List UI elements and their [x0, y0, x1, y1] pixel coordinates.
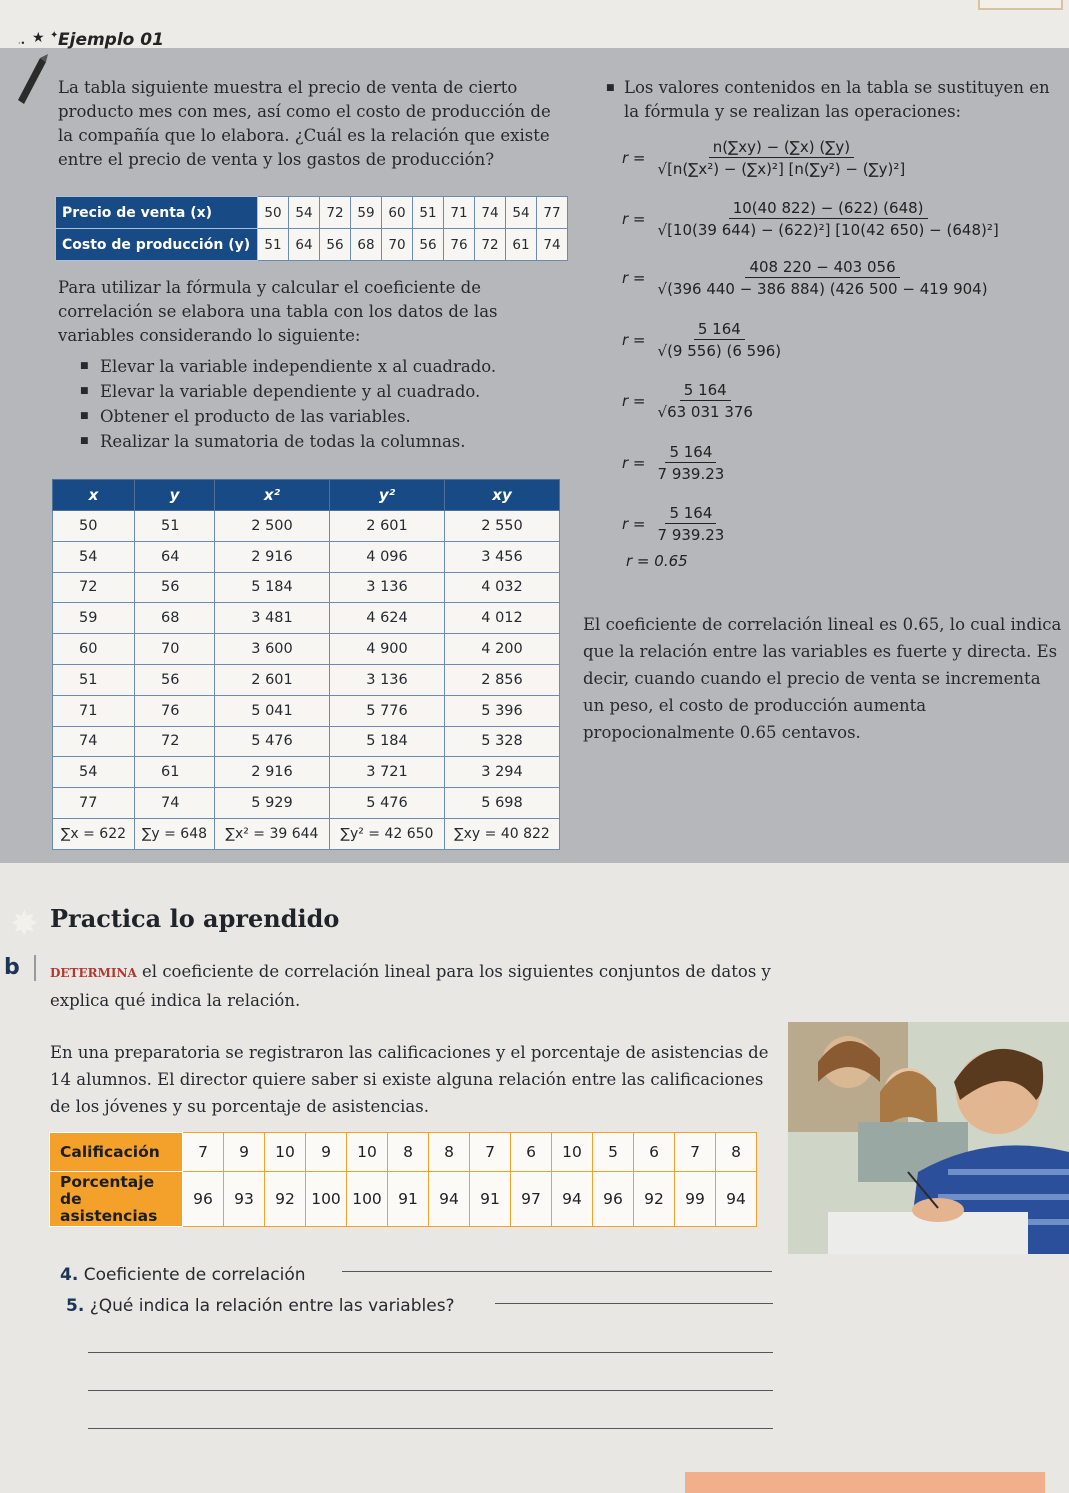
formula-lhs: r =: [622, 454, 646, 472]
formula-lhs: r =: [622, 210, 646, 228]
table-cell: 94: [429, 1172, 470, 1227]
table-cell: 92: [265, 1172, 306, 1227]
row-label: Precio de venta (x): [56, 197, 258, 229]
table-cell: 4 032: [445, 572, 560, 603]
table-cell: 8: [716, 1133, 757, 1172]
table-cell: 2 500: [215, 511, 330, 542]
table-row: [56, 197, 568, 229]
table-cell: 5 698: [445, 788, 560, 819]
table-cell: 54: [53, 757, 135, 788]
table-cell: 77: [537, 197, 568, 229]
table-cell: 8: [429, 1133, 470, 1172]
formula-step-2: [622, 199, 1003, 239]
table-cell: 56: [135, 572, 215, 603]
numerator: 408 220 − 403 056: [745, 258, 899, 278]
result-text: r = 0.65: [626, 552, 688, 570]
table-cell: 61: [506, 229, 537, 261]
table-cell: 54: [53, 541, 135, 572]
table-cell: 94: [716, 1172, 757, 1227]
sum-cell: ∑y² = 42 650: [330, 818, 445, 849]
table-cell: 64: [289, 229, 320, 261]
table-cell: 77: [53, 788, 135, 819]
numerator: 10(40 822) − (622) (648): [729, 199, 928, 219]
table-cell: 10: [347, 1133, 388, 1172]
table-cell: 9: [224, 1133, 265, 1172]
question-text: ¿Qué indica la relación entre las variables?: [89, 1296, 455, 1316]
table-cell: 54: [289, 197, 320, 229]
table-cell: 3 481: [215, 603, 330, 634]
row-label: Costo de producción (y): [56, 229, 258, 261]
table-cell: 91: [388, 1172, 429, 1227]
table-cell: 50: [53, 511, 135, 542]
table-cell: 74: [53, 726, 135, 757]
list-item: ■ Realizar la sumatoria de todas la columnas.: [78, 429, 558, 454]
table-row: [53, 572, 560, 603]
table-cell: 74: [537, 229, 568, 261]
instruction-keyword: determina: [50, 962, 137, 981]
substitution-note: [606, 76, 1056, 124]
question-number: 5.: [66, 1296, 85, 1316]
denominator: √[10(39 644) − (622)²] [10(42 650) − (648)²]: [657, 221, 999, 239]
table-cell: 51: [53, 664, 135, 695]
table-cell: 100: [347, 1172, 388, 1227]
formula-lhs: r =: [622, 331, 646, 349]
grades-attendance-table: [49, 1132, 757, 1227]
table-row: [53, 511, 560, 542]
table-cell: 7: [470, 1133, 511, 1172]
table-cell: 3 294: [445, 757, 560, 788]
sum-row: [53, 818, 560, 849]
table-cell: 10: [552, 1133, 593, 1172]
table-cell: 72: [53, 572, 135, 603]
answer-line-4[interactable]: [342, 1271, 772, 1272]
formula-step-6: [622, 443, 728, 483]
question-4: [60, 1265, 306, 1285]
column-header: x²: [215, 480, 330, 511]
table-cell: 3 600: [215, 634, 330, 665]
table-row: [56, 229, 568, 261]
table-cell: 3 136: [330, 664, 445, 695]
table-body: [53, 511, 560, 850]
denominator: 7 939.23: [657, 465, 725, 483]
table-cell: 2 916: [215, 541, 330, 572]
table-cell: 8: [388, 1133, 429, 1172]
method-steps: [78, 354, 558, 454]
table-cell: 71: [444, 197, 475, 229]
table-cell: 93: [224, 1172, 265, 1227]
table-cell: 94: [552, 1172, 593, 1227]
price-cost-table: [55, 196, 568, 261]
table-cell: 5 476: [330, 788, 445, 819]
table-cell: 6: [511, 1133, 552, 1172]
table-cell: 76: [135, 695, 215, 726]
table-cell: 61: [135, 757, 215, 788]
table-cell: 70: [135, 634, 215, 665]
table-cell: 59: [351, 197, 382, 229]
table-row: [53, 757, 560, 788]
formula-lhs: r =: [622, 269, 646, 287]
table-cell: 70: [382, 229, 413, 261]
table-cell: 2 601: [215, 664, 330, 695]
table-cell: 91: [470, 1172, 511, 1227]
instruction-text: el coeficiente de correlación lineal para los siguientes conjuntos de datos y explica qué indica la relación.: [50, 962, 771, 1010]
table-cell: 2 856: [445, 664, 560, 695]
question-5: [66, 1296, 455, 1316]
intro-paragraph: La tabla siguiente muestra el precio de venta de cierto producto mes con mes, así como el costo de producción de la compañía que lo elabora. ¿Cuál es la relación que existe entre el precio de venta y los gastos de producción?: [58, 78, 551, 169]
practice-star-icon: ✸: [10, 904, 39, 944]
table-cell: 4 200: [445, 634, 560, 665]
table-cell: 5 184: [215, 572, 330, 603]
table-cell: 51: [413, 197, 444, 229]
table-cell: 50: [258, 197, 289, 229]
numerator: n(∑xy) − (∑x) (∑y): [709, 138, 854, 158]
answer-line[interactable]: [88, 1428, 773, 1429]
method-paragraph: Para utilizar la fórmula y calcular el coeficiente de correlación se elabora una tabla con los datos de las variables considerando lo siguiente:: [58, 278, 498, 345]
table-cell: 4 624: [330, 603, 445, 634]
table-cell: 74: [475, 197, 506, 229]
table-cell: 51: [135, 511, 215, 542]
table-row: [53, 541, 560, 572]
table-cell: 56: [320, 229, 351, 261]
table-row: [50, 1172, 757, 1227]
list-item: ■ Elevar la variable dependiente y al cuadrado.: [78, 379, 558, 404]
question-text: Coeficiente de correlación: [83, 1265, 306, 1285]
row-label: Porcentaje de asistencias: [50, 1172, 183, 1227]
example-label: Ejemplo 01: [58, 30, 164, 50]
divider: [34, 955, 36, 981]
numerator: 5 164: [680, 381, 731, 401]
conclusion-paragraph: El coeficiente de correlación lineal es 0.65, lo cual indica que la relación entre las variables es fuerte y directa. Es decir, cuando cuando el precio de venta se incrementa un peso, el costo de producción aumenta propocionalmente 0.65 centavos.: [583, 615, 1062, 742]
sum-cell: ∑y = 648: [135, 818, 215, 849]
footer-bar: [685, 1472, 1045, 1493]
table-header-row: [53, 480, 560, 511]
formula-lhs: r =: [622, 515, 646, 533]
list-item: ■ Elevar la variable independiente x al cuadrado.: [78, 354, 558, 379]
table-cell: 5 328: [445, 726, 560, 757]
table-cell: 97: [511, 1172, 552, 1227]
table-row: [53, 788, 560, 819]
table-cell: 5 929: [215, 788, 330, 819]
table-row: [53, 634, 560, 665]
denominator: √(9 556) (6 596): [657, 342, 782, 360]
section-title: Practica lo aprendido: [50, 904, 340, 933]
table-cell: 56: [413, 229, 444, 261]
table-cell: 7: [183, 1133, 224, 1172]
substitution-text: Los valores contenidos en la tabla se sustituyen en la fórmula y se realizan las operaciones:: [624, 78, 1050, 121]
table-cell: 4 900: [330, 634, 445, 665]
denominator: √(396 440 − 386 884) (426 500 − 419 904): [657, 280, 988, 298]
sum-cell: ∑x = 622: [53, 818, 135, 849]
denominator: √[n(∑x²) − (∑x)²] [n(∑y²) − (∑y)²]: [657, 160, 906, 178]
table-cell: 2 601: [330, 511, 445, 542]
column-header: y: [135, 480, 215, 511]
formula-lhs: r =: [622, 149, 646, 167]
formula-step-3: [622, 258, 992, 298]
table-cell: 96: [183, 1172, 224, 1227]
svg-text:★: ★: [32, 30, 45, 46]
table-cell: 5 476: [215, 726, 330, 757]
formula-general: [622, 138, 909, 178]
formula-lhs: r =: [622, 392, 646, 410]
answer-line[interactable]: [88, 1352, 773, 1353]
table-cell: 2 550: [445, 511, 560, 542]
table-cell: 96: [593, 1172, 634, 1227]
formula-step-7: [622, 504, 728, 544]
exercise-instruction: [50, 957, 780, 1015]
table-row: [53, 726, 560, 757]
table-cell: 54: [506, 197, 537, 229]
table-row: [53, 664, 560, 695]
table-cell: 5 776: [330, 695, 445, 726]
table-cell: 71: [53, 695, 135, 726]
computation-table: [52, 479, 560, 850]
column-header: xy: [445, 480, 560, 511]
sum-cell: ∑xy = 40 822: [445, 818, 560, 849]
table-cell: 72: [135, 726, 215, 757]
answer-line[interactable]: [88, 1390, 773, 1391]
table-cell: 59: [53, 603, 135, 634]
column-header: y²: [330, 480, 445, 511]
table-cell: 4 096: [330, 541, 445, 572]
table-row: [50, 1133, 757, 1172]
table-cell: 6: [634, 1133, 675, 1172]
table-cell: 7: [675, 1133, 716, 1172]
table-cell: 60: [382, 197, 413, 229]
table-cell: 3 136: [330, 572, 445, 603]
table-cell: 76: [444, 229, 475, 261]
table-cell: 68: [351, 229, 382, 261]
exercise-letter: b: [4, 955, 20, 980]
table-cell: 4 012: [445, 603, 560, 634]
table-cell: 100: [306, 1172, 347, 1227]
sum-cell: ∑x² = 39 644: [215, 818, 330, 849]
table-cell: 72: [475, 229, 506, 261]
table-row: [53, 695, 560, 726]
denominator: 7 939.23: [657, 526, 725, 544]
numerator: 5 164: [665, 504, 716, 524]
svg-text:✦: ✦: [50, 30, 59, 41]
table-cell: 74: [135, 788, 215, 819]
svg-text:·•: ·•: [18, 39, 26, 48]
formula-step-4: [622, 320, 785, 360]
table-cell: 51: [258, 229, 289, 261]
question-number: 4.: [60, 1265, 79, 1285]
table-cell: 5 184: [330, 726, 445, 757]
problem-statement: En una preparatoria se registraron las calificaciones y el porcentaje de asistencias de 14 alumnos. El director quiere saber si existe alguna relación entre las calificaciones de los jóvenes y su porcentaje de asistencias.: [50, 1043, 769, 1116]
table-row: [53, 603, 560, 634]
table-cell: 92: [634, 1172, 675, 1227]
numerator: 5 164: [665, 443, 716, 463]
row-label: Calificación: [50, 1133, 183, 1172]
page-tab: [978, 0, 1063, 10]
table-cell: 60: [53, 634, 135, 665]
numerator: 5 164: [694, 320, 745, 340]
formula-result: [626, 552, 696, 570]
formula-step-5: [622, 381, 757, 421]
bullet-icon: ■: [606, 83, 615, 93]
table-cell: 3 456: [445, 541, 560, 572]
table-cell: 72: [320, 197, 351, 229]
table-cell: 5 396: [445, 695, 560, 726]
table-cell: 56: [135, 664, 215, 695]
list-item: ■ Obtener el producto de las variables.: [78, 404, 558, 429]
denominator: √63 031 376: [657, 403, 753, 421]
table-cell: 3 721: [330, 757, 445, 788]
table-cell: 9: [306, 1133, 347, 1172]
table-cell: 68: [135, 603, 215, 634]
table-cell: 2 916: [215, 757, 330, 788]
column-header: x: [53, 480, 135, 511]
table-cell: 10: [265, 1133, 306, 1172]
answer-line-5[interactable]: [495, 1303, 773, 1304]
table-cell: 64: [135, 541, 215, 572]
table-cell: 99: [675, 1172, 716, 1227]
table-cell: 5: [593, 1133, 634, 1172]
student-photo: [788, 1022, 1069, 1254]
table-cell: 5 041: [215, 695, 330, 726]
